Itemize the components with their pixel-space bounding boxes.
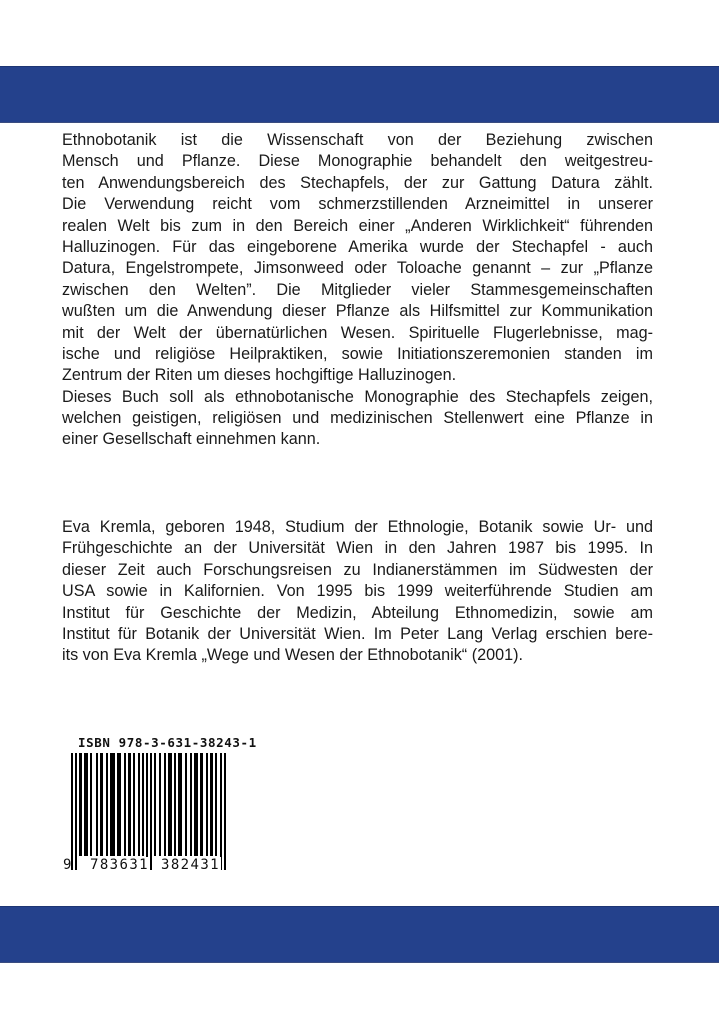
description-line: einer Gesellschaft einnehmen kann. [62, 430, 321, 449]
description-line: Ethnobotanik ist die Wissenschaft von der Beziehung zwischen [62, 131, 653, 149]
book-description [62, 130, 653, 451]
description-line: zwischen den Welten”. Die Mitglieder vieler Stammesgemeinschaften [62, 280, 653, 299]
bio-line: Institut für Geschichte der Medizin, Abteilung Ethnomedizin, sowie am [62, 603, 653, 622]
bio-line: Eva Kremla, geboren 1948, Studium der Ethnologie, Botanik sowie Ur- und [62, 518, 653, 536]
description-line: Zentrum der Riten um dieses hochgiftige Halluzinogen. [62, 366, 457, 385]
isbn-label: ISBN 978-3-631-38243-1 [78, 735, 257, 750]
barcode-bars [63, 735, 238, 875]
top-color-band [0, 66, 719, 123]
bio-line: Frühgeschichte an der Universität Wien in den Jahren 1987 bis 1995. In [62, 539, 653, 558]
bio-line: USA sowie in Kalifornien. Von 1995 bis 1999 weiterführende Studien am [62, 582, 653, 601]
description-line: mit der Welt der übernatürlichen Wesen. Spirituelle Flugerlebnisse, mag- [62, 323, 653, 342]
description-line: Halluzinogen. Für das eingeborene Amerika wurde der Stechapfel - auch [62, 237, 653, 256]
description-line: Mensch und Pflanze. Diese Monographie behandelt den weitgestreu- [62, 152, 653, 171]
isbn-barcode [63, 735, 257, 875]
description-line: Datura, Engelstrompete, Jimsonweed oder Toloache genannt – zur „Pflanze [62, 259, 653, 278]
author-bio [62, 517, 653, 667]
barcode-left-digits: 783631 [90, 857, 149, 873]
description-line: welchen geistigen, religiösen und medizinischen Stellenwert eine Pflanze in [62, 409, 653, 428]
description-line: ten Anwendungsbereich des Stechapfels, der zur Gattung Datura zählt. [62, 173, 653, 192]
barcode-lead-digit: 9 [63, 857, 72, 873]
bio-line: dieser Zeit auch Forschungsreisen zu Indianerstämmen im Südwesten der [62, 560, 653, 579]
bottom-color-band [0, 906, 719, 963]
description-line: wußten um die Anwendung dieser Pflanze als Hilfsmittel zur Kommunikation [62, 302, 653, 321]
barcode-right-digits: 382431 [161, 857, 220, 873]
description-line: ische und religiöse Heilpraktiken, sowie Initiationszeremonien standen im [62, 344, 653, 363]
bio-line: Institut für Botanik der Universität Wien. Im Peter Lang Verlag erschien bere- [62, 624, 653, 643]
description-line: Die Verwendung reicht vom schmerzstillenden Arzneimittel in unserer [62, 195, 653, 214]
description-line: realen Welt bis zum in den Bereich einer „Anderen Wirklichkeit“ führenden [62, 216, 653, 235]
description-line: Dieses Buch soll als ethnobotanische Monographie des Stechapfels zeigen, [62, 387, 653, 406]
bio-line: its von Eva Kremla „Wege und Wesen der Ethnobotanik“ (2001). [62, 646, 523, 665]
